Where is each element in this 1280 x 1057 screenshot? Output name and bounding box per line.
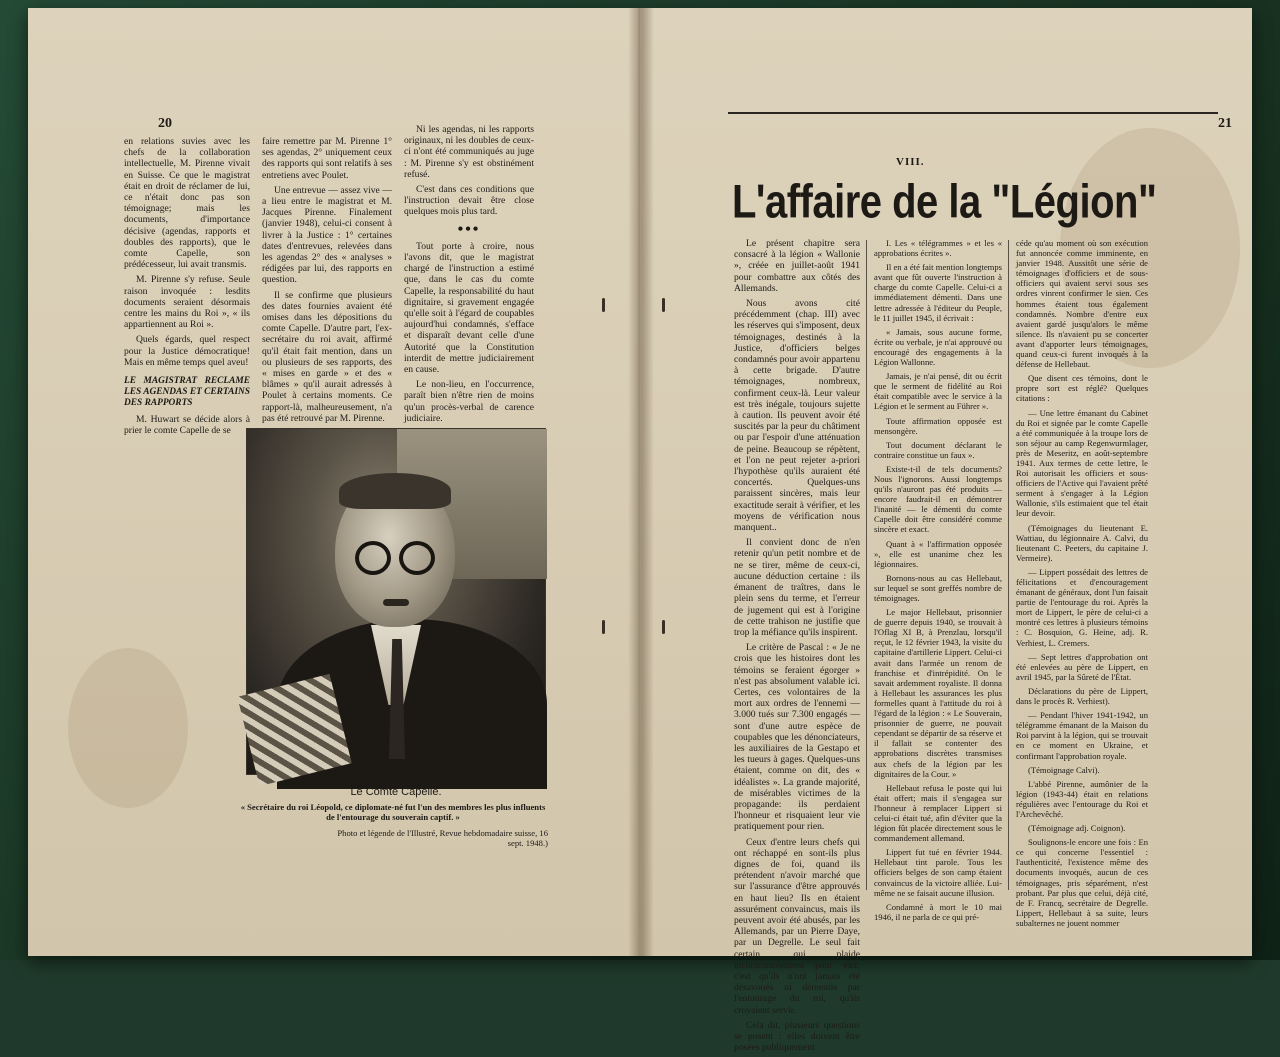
left-page: [28, 8, 638, 956]
paragraph: Une entrevue — assez vive — a lieu entre le magistrat et M. Jacques Pirenne. Finalement (janvier 1948), celui-ci consent à livrer à la Justice : 1° certaines dates d'entrevues, relevées dans les agendas 2° des « analyses » rédigées par lui, des rapports en question.: [262, 184, 392, 286]
paragraph: Quant à « l'affirmation opposée », elle est unanime chez les légionnaires.: [874, 538, 1002, 569]
section-heading: LE MAGISTRAT RECLAME LES AGENDAS ET CERTAINS DES RAPPORTS: [124, 376, 250, 409]
column-rule: [866, 240, 867, 890]
paragraph: Hellebaut refusa le poste qui lui était offert; mais il s'engagea sur l'honneur à remplacer Lippert si celui-ci était tué, afin d'éviter que la légion fût placée directement sous le commandement allemand.: [874, 782, 1002, 844]
paragraph: — Une lettre émanant du Cabinet du Roi et signée par le comte Capelle a été communiquée à la troupe lors de son séjour au camp Regenwurmlager, près de Meseritz, en août-septembre 1941. Aux termes de cette lettre, le Roi autorisait les officiers et sous-officiers de l'Active qui l'avaient prêté serment à s'engager à la Légion Wallonie, s'ils estimaient que tel était leur devoir.: [1016, 407, 1148, 519]
photo-credit: Photo et légende de l'Illustré, Revue hebdomadaire suisse, 16 sept. 1948.): [337, 828, 548, 848]
portrait-photo: [246, 428, 546, 775]
citation: (Témoignages du lieutenant E. Wattiau, du légionnaire A. Calvi, du lieutenant C. Peeters, du capitaine J. Vermeire).: [1016, 522, 1148, 563]
paragraph: I. Les « télégrammes » et les « approbations écrites ».: [874, 238, 1002, 259]
paragraph: Existe-t-il de tels documents? Nous l'ignorons. Aussi longtemps qu'ils n'auront pas été produits — encore faudrait-il en démontrer l'inanité — le démenti du comte Capelle doit être considéré comme sincère et exact.: [874, 463, 1002, 535]
paragraph: Ni les agendas, ni les rapports originaux, ni les doubles de ceux-ci n'ont été communiqués au juge : M. Pirenne s'y est obstinément refusé.: [404, 124, 534, 180]
paragraph: Condamné à mort le 10 mai 1946, il ne parla de ce qui pré-: [874, 901, 1002, 922]
citation: (Témoignage Calvi).: [1028, 764, 1100, 775]
paragraph: Nous avons cité précédemment (chap. III) avec les réserves qui s'imposent, deux témoignages, destinés à la Justice, d'officiers belges condamnés pour avoir appartenu à cette brigade. D'autre témoignages, nombreux, confirment ceux-là. Leur valeur est très inégale, toujours sujette à caution. Ils peuvent avoir été suscités par la peur du châtiment ou par l'espoir d'une atténuation de peine. Beaucoup se répètent, et l'on ne peut rejeter a-priori l'hypothèse qu'ils auraient été concertés. Quelques-uns paraissent sincères, mais leur exactitude serait à vérifier, et les moyens de vérification nous manquent..: [734, 298, 860, 534]
paragraph: Le non-lieu, en l'occurrence, paraît bien n'être rien de moins qu'un procès-verbal de carence judiciaire.: [404, 379, 534, 424]
page-number-left: 20: [158, 116, 172, 131]
chapter-number: VIII.: [896, 156, 925, 168]
column-rule: [1008, 240, 1009, 890]
paragraph: Lippert fut tué en février 1944. Hellebaut tint parole. Tous les officiers belges de son camp étaient convaincus de la victoire alliée. Lui-même ne se faisait aucune illusion.: [874, 847, 1002, 898]
binding-hole: [662, 620, 665, 634]
paragraph: Quels égards, quel respect pour la Justice démocratique! Mais en même temps quel aveu!: [124, 334, 250, 368]
paragraph: L'abbé Pirenne, aumônier de la légion (1943-44) était en relations régulières avec l'entourage du Roi et l'Archevêché.: [1016, 778, 1148, 819]
quote: Tout document déclarant le contraire constitue un faux ».: [874, 439, 1002, 460]
paragraph: Il convient donc de n'en retenir qu'un petit nombre et de ne se tirer, même de ceux-ci, aucune déduction certaine : ils émanent de traîtres, dans le plein sens du terme, et l'erreur de jugement qui est à l'origine de cette trahison ne justifie que trop la méfiance qu'ils inspirent.: [734, 537, 860, 638]
paragraph: M. Pirenne s'y refuse. Seule raison invoquée : lesdits documents seraient désormais centre les mains du Roi », « ils appartiennent au Roi ».: [124, 274, 250, 331]
quote: Toute affirmation opposée est mensongère.: [874, 415, 1002, 436]
photo-glasses-right: [399, 541, 435, 575]
citation: (Témoignage adj. Coignon).: [1028, 823, 1126, 834]
paragraph: Le critère de Pascal : « Je ne crois que les histoires dont les témoins se feraient égorger » n'est pas absolument valable ici. Certes, ces volontaires de la mort aux ordres de l'ennemi — 3.000 tués sur 7.300 engagés — sont d'une autre espèce de coupables que les dénonciateurs, les auxiliaires de la Gestapo et les tueurs à gages. Quelques-uns étaient, comme on dit, des « idéalistes ». La grande majorité, de misérables victimes de la propagande: ils perdaient l'honneur et risquaient leur vie pratiquement pour rien.: [734, 642, 860, 833]
header-rule: [728, 112, 1218, 114]
paragraph: C'est dans ces conditions que l'instruction devait être close quelques mois plus tard.: [404, 184, 534, 218]
quote: Jamais, je n'ai pensé, dit ou écrit que le serment de fidélité au Roi était compatible avec le service à la Légion et le serment au Führer ».: [874, 371, 1002, 412]
citation: Déclarations du père de Lippert, dans le procès R. Verhiest).: [1016, 685, 1148, 707]
paragraph: — Sept lettres d'approbation ont été enlevées au père de Lippert, en avril 1945, par la Sûreté de l'État.: [1016, 651, 1148, 682]
paragraph: Le présent chapitre sera consacré à la légion « Wallonie », créée en juillet-août 1941 pour combattre aux côtés des Allemands.: [734, 238, 860, 294]
paragraph: Il se confirme que plusieurs des dates fournies avaient été omises dans les dépositions du comte Capelle. D'autre part, l'ex-secrétaire du roi avait, affirmé qu'il était fait mention, dans un ou plusieurs de ses rapports, des « mises en garde » et des « blâmes » qu'il aurait adressés à Poulet à certains moments. Ce rapport-là, malheureusement, n'a pas été retrouvé par M. Pirenne.: [262, 289, 392, 424]
quote: « Jamais, sous aucune forme, écrite ou verbale, je n'ai approuvé ou encouragé des engagements à la Légion Wallonne.: [874, 326, 1002, 368]
chapter-title: L'affaire de la "Légion": [732, 176, 1157, 228]
right-column-3: [1016, 238, 1148, 932]
paragraph: Le major Hellebaut, prisonnier de guerre depuis 1940, se trouvait à l'Oflag XI B, à Prenzlau, lorsqu'il reçut, le 12 février 1943, la visite du capitaine d'artillerie Lippert. Celui-ci avait dans l'armée un renom de franchise et d'intrépidité. On le savait ardemment royaliste. Il donna à Hellebaut les assurances les plus formelles quant à l'attitude du roi à l'égard de la légion : « Le Souverain, prisonnier de guerre, ne pouvait cependant se départir de sa réserve et il fallait se contenter des approbations discrètes transmises aux chefs de la légion par les dignitaires de la Cour. »: [874, 607, 1002, 779]
photo-caption-title: Le Comte Capelle.: [350, 786, 442, 798]
paragraph: Soulignons-le encore une fois : En ce qui concerne l'essentiel : l'authenticité, l'existence même des documents invoqués, aucun de ces témoignages, pris séparément, n'est probant. Par plus que celui, déjà cité, de F. Francq, secrétaire de Degrelle. Lippert, Hellebaut à sa suite, leurs subalternes ne jouent nommer: [1016, 837, 1148, 928]
binding-hole: [602, 298, 605, 312]
paper-stain: [68, 648, 188, 808]
photo-mustache: [383, 599, 409, 606]
left-column-2: [262, 136, 392, 428]
paragraph: en relations suvies avec les chefs de la collaboration intellectuelle, M. Pirenne vivait en Suisse. Ce que le magistrat était en droit de réclamer de lui, ce n'était donc pas son témoignage; mais les documents, d'importance décisive (agendas, rapports et doubles des rapports), que le comte Capelle, son prédécesseur, lui avait transmis.: [124, 136, 250, 271]
photo-glasses-left: [355, 541, 391, 575]
paragraph: Que disent ces témoins, dont le propre sort est réglé? Quelques citations :: [1016, 373, 1148, 404]
photo-hair: [339, 473, 451, 509]
binding-hole: [662, 298, 665, 312]
paragraph: Bornons-nous au cas Hellebaut, sur lequel se sont greffés nombre de témoignages.: [874, 572, 1002, 603]
binding-hole: [602, 620, 605, 634]
paragraph: faire remettre par M. Pirenne 1° ses agendas, 2° uniquement ceux des rapports qui sont relatifs à ses entretiens avec Poulet.: [262, 136, 392, 181]
paragraph: Cela dit, plusieurs questions se posent : elles doivent être posées publiquement.: [734, 1019, 860, 1054]
paragraph: Il en a été fait mention longtemps avant que fût ouverte l'instruction à charge du comte Capelle. Celui-ci a immédiatement démenti. Dans une lettre adressée à l'éditeur du Peuple, le 11 juillet 1945, il écrivait :: [874, 262, 1002, 323]
right-column-1: [734, 238, 860, 1057]
page-number-right: 21: [1218, 116, 1232, 131]
paragraph: — Pendant l'hiver 1941-1942, un télégramme émanant de la Maison du Roi parvint à la légion, qui se trouvait en ce moment en Ukraine, et confirmant l'approbation royale.: [1016, 710, 1148, 761]
paragraph: Tout porte à croire, nous l'avons dit, que le magistrat chargé de l'instruction a estimé que, dans le cas du comte Capelle, la responsabilité du haut dignitaire, si gravement engagée qu'elle soit à l'égard de coupables aujourd'hui condamnés, s'efface et disparaît devant celle d'une Autorité que la Constitution interdit de mettre judiciairement en cause.: [404, 240, 534, 376]
left-column-3: [404, 124, 534, 428]
photo-caption: « Secrétaire du roi Léopold, ce diplomate-né fut l'un des membres les plus influents de l'entourage du souverain captif. »: [240, 802, 546, 822]
right-column-2: [874, 238, 1002, 926]
left-column-1: [124, 136, 250, 440]
paragraph: — Lippert possédait des lettres de félicitations et d'encouragement émanant de généraux, dont l'un faisait partie de l'entourage du roi. Après la mort de Lippert, le père de celui-ci a montré ces lettres à plusieurs témoins : C. Bosquion, G. Heine, adj. R. Verhiest, L. Cremers.: [1016, 566, 1148, 648]
paragraph: céde qu'au moment où son exécution fut annoncée comme imminente, en janvier 1948. Aussitôt une série de témoignages d'officiers et de sous-officiers qui avaient servi sous ses ordres vinrent confirmer le sien. Ces hommes étaient tous également condamnés. Nombre d'entre eux avaient gardé jusqu'alors le même silence. Ils n'avaient pu se concerter avant d'apporter leurs témoignages, quand ceux-ci furent invoqués à la défense de Hellebaut.: [1016, 238, 1148, 370]
paragraph: M. Huwart se décide alors à prier le comte Capelle de se: [124, 413, 250, 436]
section-separator: •••: [457, 220, 481, 238]
paragraph: Ceux d'entre leurs chefs qui ont réchappé en sont-ils plus dignes de foi, quand ils prétendent n'avoir marché que sur l'assurance d'être approuvés en haut lieu? Ils en étaient assurément convaincus, mais ils peuvent avoir été abusés, par les Allemands, par un Pierre Daye, par un Degrelle. Le seul fait certain, qui plaide incontestablement pour eux, c'est qu'ils n'ont jamais été désavoués ni démentis par l'entourage du roi, qu'ils croyaient servir.: [734, 836, 860, 1016]
open-booklet: [28, 8, 1252, 1054]
